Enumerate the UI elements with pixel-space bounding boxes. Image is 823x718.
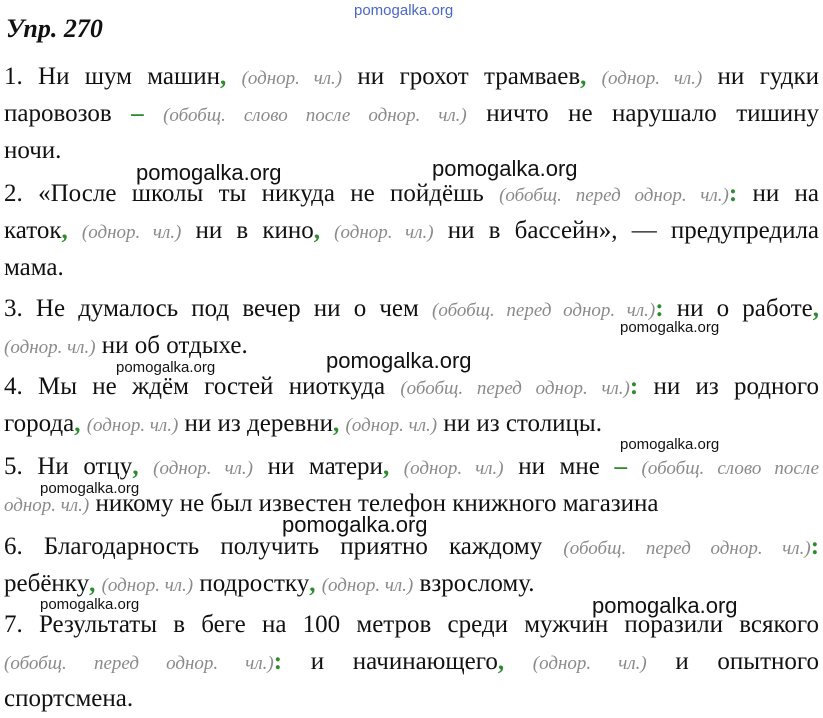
sentence-3-line-1: 3. Не думалось под вечер ни о чем (обобщ. перед однор. чл.): ни о работе,: [4, 295, 820, 322]
sentence-1-line-3: ночи.: [4, 137, 62, 164]
exercise-title: Упр. 270: [6, 14, 103, 43]
sentence-4-line-1: 4. Мы не ждём гостей ниоткуда (обобщ. перед однор. чл.): ни из родного: [4, 373, 820, 400]
sentence-5-line-2: однор. чл.) никому не был известен телефон книжного магазина: [4, 490, 659, 517]
sentence-6-line-1: 6. Благодарность получить приятно каждому (обобщ. перед однор. чл.):: [4, 533, 820, 560]
watermark-4: pomogalka.org: [116, 359, 216, 376]
sentence-7-line-1: 7. Результаты в беге на 100 метров среди мужчин поразили всякого: [4, 611, 819, 638]
watermark-6: pomogalka.org: [620, 436, 720, 453]
sentence-3-line-2: (однор. чл.) ни об отдыхе.: [4, 332, 248, 359]
sentence-7-line-2: (обобщ. перед однор. чл.): и начинающего, (однор. чл.) и опытного: [4, 648, 820, 675]
sentence-6-line-2: ребёнку, (однор. чл.) подростку, (однор. чл.) взрослому.: [4, 570, 535, 597]
watermark-5: pomogalka.org: [326, 348, 472, 373]
sentence-2-line-2: каток, (однор. чл.) ни в кино, (однор. чл.) ни в бассейн», — предупредила: [4, 217, 820, 244]
watermark-top: pomogalka.org: [354, 2, 454, 19]
sentence-1-line-1: 1. Ни шум машин, (однор. чл.) ни грохот трамваев, (однор. чл.) ни гудки: [4, 63, 819, 90]
watermark-9: pomogalka.org: [40, 596, 140, 613]
sentence-5-line-1: 5. Ни отцу, (однор. чл.) ни матери, (однор. чл.) ни мне – (обобщ. слово после: [4, 453, 820, 480]
watermark-10: pomogalka.org: [592, 593, 738, 618]
sentence-1-line-2: паровозов – (обобщ. слово после однор. чл.) ничто не нарушало тишину: [4, 100, 820, 127]
sentence-2-line-1: 2. «После школы ты никуда не пойдёшь (обобщ. перед однор. чл.): ни на: [4, 180, 820, 207]
watermark-2: pomogalka.org: [432, 156, 578, 181]
watermark-8: pomogalka.org: [282, 512, 428, 537]
watermark-3: pomogalka.org: [620, 319, 720, 336]
sentence-2-line-3: мама.: [4, 254, 64, 281]
sentence-4-line-2: города, (однор. чл.) ни из деревни, (однор. чл.) ни из столицы.: [4, 410, 602, 437]
sentence-7-line-3: спортсмена.: [4, 685, 134, 712]
watermark-1: pomogalka.org: [136, 160, 282, 185]
watermark-7: pomogalka.org: [40, 480, 140, 497]
